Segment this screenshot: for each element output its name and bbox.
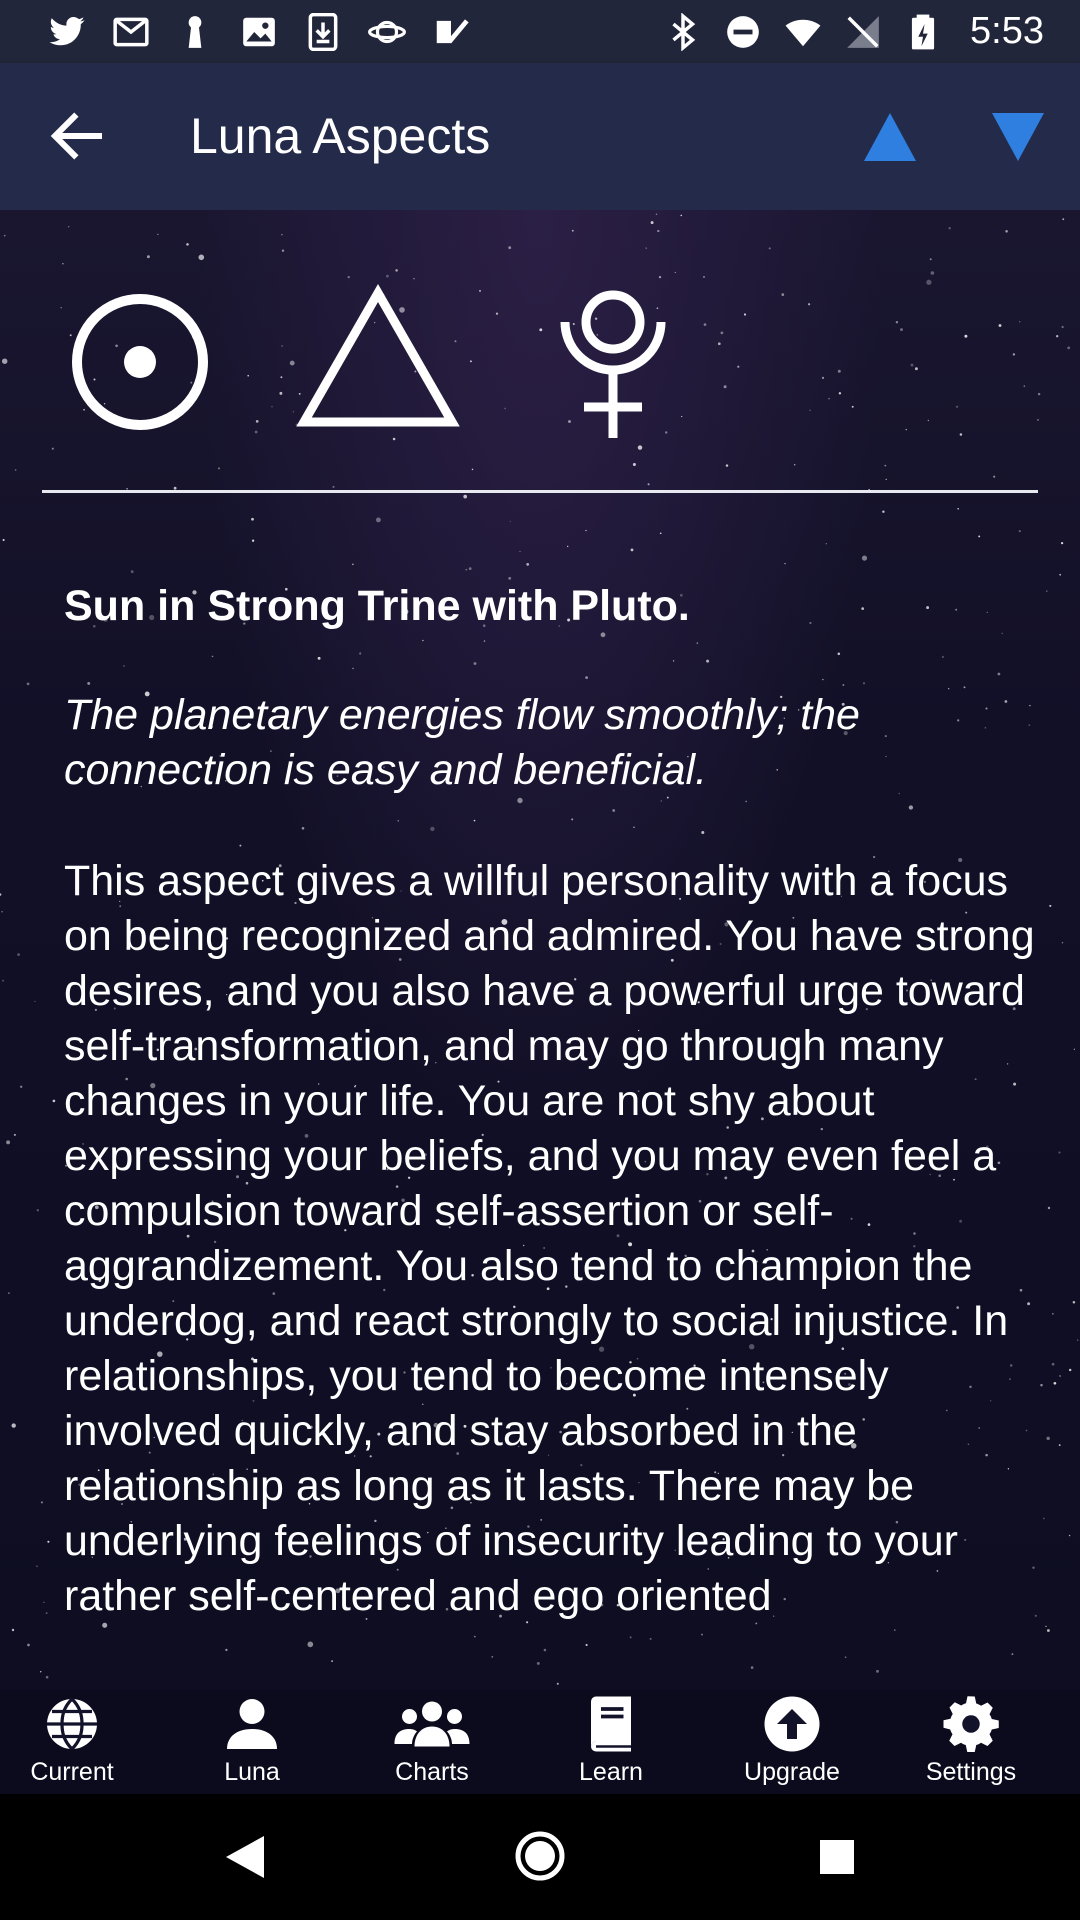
star <box>638 445 642 449</box>
star <box>1052 1363 1055 1366</box>
star <box>239 845 241 847</box>
star <box>769 247 771 249</box>
star <box>567 546 568 547</box>
star <box>8 1292 10 1294</box>
star <box>601 632 606 637</box>
keyhole-icon <box>176 13 214 51</box>
star <box>701 1634 703 1636</box>
bottom-nav <box>0 1690 1080 1794</box>
star <box>1043 1518 1045 1520</box>
twitter-icon <box>48 13 86 51</box>
star <box>1 911 2 912</box>
nav-charts-label: Charts <box>395 1758 469 1786</box>
star <box>186 243 189 246</box>
globe-icon <box>42 1694 102 1754</box>
star <box>331 1660 333 1662</box>
star <box>198 254 204 260</box>
nav-upgrade-label: Upgrade <box>744 1758 840 1786</box>
star <box>2 980 4 982</box>
star <box>359 652 361 654</box>
triangle-down-icon[interactable] <box>990 111 1046 163</box>
star <box>585 676 588 679</box>
star <box>633 463 636 466</box>
star <box>508 246 511 249</box>
star <box>862 556 867 561</box>
upload-circle-icon <box>762 1694 822 1754</box>
star <box>650 1638 652 1640</box>
star <box>281 234 282 235</box>
star <box>87 682 90 685</box>
star <box>842 684 844 686</box>
gmail-icon <box>112 13 150 51</box>
star <box>863 682 865 684</box>
checkmark-icon <box>432 13 470 51</box>
star <box>12 1629 14 1631</box>
star <box>894 1629 895 1630</box>
star <box>46 1612 48 1614</box>
star <box>751 1666 754 1669</box>
star <box>1049 905 1051 907</box>
star <box>876 1670 879 1673</box>
star <box>630 1636 632 1638</box>
nav-recents-icon[interactable] <box>818 1838 856 1876</box>
aspect-subtitle: The planetary energies flow smoothly; the connection is easy and beneficial. <box>64 691 860 794</box>
arrow-left-icon[interactable] <box>44 103 110 169</box>
star <box>302 827 305 830</box>
star <box>1059 1444 1061 1446</box>
star <box>472 469 474 471</box>
star <box>508 577 511 580</box>
star <box>1061 542 1063 544</box>
aspect-content[interactable] <box>0 210 1080 1690</box>
star <box>465 569 467 571</box>
star <box>572 230 574 232</box>
divider <box>42 490 1038 493</box>
star <box>955 609 957 611</box>
star <box>352 564 353 565</box>
star <box>1059 1375 1061 1377</box>
star <box>586 1644 588 1646</box>
star <box>1069 1369 1071 1371</box>
nav-current[interactable] <box>2 1690 142 1794</box>
star <box>648 483 650 485</box>
nav-luna[interactable] <box>182 1690 322 1794</box>
star <box>218 467 220 469</box>
battery-icon <box>904 13 942 51</box>
star <box>526 563 529 566</box>
star <box>701 831 704 834</box>
nav-home-icon[interactable] <box>514 1830 566 1882</box>
star <box>930 258 932 260</box>
star <box>794 464 795 465</box>
star <box>519 551 520 552</box>
nav-luna-label: Luna <box>224 1758 280 1786</box>
users-icon <box>394 1694 470 1754</box>
star <box>633 826 635 828</box>
pluto-glyph-icon <box>565 295 661 438</box>
star <box>474 1636 476 1638</box>
star <box>657 230 659 232</box>
star <box>745 801 747 803</box>
star <box>826 543 827 544</box>
star <box>53 1100 56 1103</box>
star <box>660 532 662 534</box>
bluetooth-icon <box>664 13 702 51</box>
star <box>726 464 728 466</box>
star <box>957 508 959 510</box>
star <box>631 548 634 551</box>
star <box>585 530 586 531</box>
star <box>6 1140 10 1144</box>
star <box>651 221 654 224</box>
star <box>886 479 887 480</box>
star <box>318 657 321 660</box>
image-icon <box>240 13 278 51</box>
star <box>537 1662 540 1665</box>
star <box>1019 530 1021 532</box>
star <box>62 263 63 264</box>
star <box>993 476 995 478</box>
star <box>123 665 124 666</box>
star <box>484 640 485 641</box>
no-signal-icon <box>844 13 882 51</box>
star <box>147 255 150 258</box>
star <box>612 809 615 812</box>
star <box>838 653 841 656</box>
star <box>430 827 434 831</box>
star <box>332 486 334 488</box>
do-not-disturb-icon <box>724 13 762 51</box>
nav-current-label: Current <box>30 1758 114 1786</box>
star <box>673 660 674 661</box>
nav-settings-label: Settings <box>925 1758 1017 1786</box>
planet-icon <box>368 13 406 51</box>
star <box>645 247 647 249</box>
star <box>882 511 884 513</box>
page-title: Luna Aspects <box>190 108 491 164</box>
star <box>40 1671 41 1672</box>
star <box>1028 724 1030 726</box>
star <box>1011 1653 1013 1655</box>
star <box>352 668 353 669</box>
star <box>1069 1535 1071 1537</box>
book-icon <box>581 1694 641 1754</box>
aspect-title: Sun in Strong Trine with Pluto. <box>64 582 690 630</box>
status-bar <box>0 0 1080 63</box>
star <box>397 820 399 822</box>
star <box>998 673 1001 676</box>
star <box>52 448 54 450</box>
star <box>41 1501 43 1503</box>
star <box>3 539 5 541</box>
star <box>1062 218 1064 220</box>
star <box>1054 1382 1057 1385</box>
star <box>884 465 886 467</box>
star <box>17 953 20 956</box>
star <box>34 1001 35 1002</box>
star <box>12 1423 16 1427</box>
star <box>20 1086 22 1088</box>
star <box>1029 705 1030 706</box>
star <box>1073 1301 1076 1304</box>
star <box>909 805 913 809</box>
star <box>1077 1339 1079 1341</box>
app-bar <box>0 63 1080 210</box>
star <box>948 227 950 229</box>
star <box>36 1565 38 1567</box>
star <box>1046 1437 1049 1440</box>
star <box>251 518 254 521</box>
star <box>680 215 682 217</box>
status-clock: 5:53 <box>970 10 1044 52</box>
star <box>15 469 17 471</box>
star <box>706 660 709 663</box>
star <box>43 1602 44 1603</box>
star <box>1058 1151 1060 1153</box>
star <box>809 622 811 624</box>
star <box>926 606 929 609</box>
star <box>1046 590 1047 591</box>
triangle-up-icon[interactable] <box>862 111 918 163</box>
star <box>942 656 944 658</box>
star <box>1062 942 1063 943</box>
star <box>422 640 424 642</box>
star <box>1045 1626 1046 1627</box>
star <box>469 567 472 570</box>
star <box>47 1541 49 1543</box>
nav-learn[interactable] <box>541 1690 681 1794</box>
star <box>307 1642 313 1648</box>
nav-charts[interactable] <box>362 1690 502 1794</box>
wifi-icon <box>784 13 822 51</box>
aspect-glyphs <box>0 270 1080 440</box>
system-nav-bar <box>0 1794 1080 1920</box>
star <box>1048 1207 1050 1209</box>
star <box>510 521 511 522</box>
star <box>656 213 658 215</box>
star <box>4 235 6 237</box>
nav-back-icon[interactable] <box>222 1834 266 1880</box>
star <box>861 607 864 610</box>
star <box>1052 1313 1054 1315</box>
star <box>0 893 1 895</box>
star <box>571 818 573 820</box>
star <box>1074 1049 1075 1050</box>
star <box>131 570 134 573</box>
star <box>225 1649 227 1651</box>
nav-upgrade[interactable] <box>722 1690 862 1794</box>
gear-icon <box>941 1694 1001 1754</box>
star <box>212 656 214 658</box>
star <box>845 1656 847 1658</box>
star <box>697 642 699 644</box>
star <box>376 518 381 523</box>
star <box>491 1656 493 1658</box>
star <box>1040 1384 1043 1387</box>
star <box>68 226 69 227</box>
star <box>474 662 477 665</box>
star <box>157 234 158 235</box>
star <box>463 495 467 499</box>
nav-settings[interactable] <box>901 1690 1041 1794</box>
star <box>557 1683 559 1685</box>
star <box>27 1644 30 1647</box>
star <box>987 612 988 613</box>
star <box>1047 1629 1050 1632</box>
star <box>544 1649 547 1652</box>
trine-glyph-icon <box>304 293 452 422</box>
star <box>1059 574 1061 576</box>
star <box>46 1676 49 1679</box>
star <box>282 250 284 252</box>
star <box>27 683 30 686</box>
nav-learn-label: Learn <box>579 1758 643 1786</box>
download-icon <box>304 13 342 51</box>
aspect-description: This aspect gives a willful personality with a focus on being recognized and admired. You have strong desires, and you also have a powerful urge toward self-transformation, and may go through many changes in your life. You are not shy about expressing your beliefs, and you may even feel a compulsion toward self-assertion or self-aggrandizement. You also tend to champion the underdog, and react strongly to social injustice. In relationships, you tend to become intensely involved quickly, and stay absorbed in the relationship as long as it lasts. There may be underlying feelings of insecurity leading to your rather self-centered and ego oriented <box>64 857 1035 1620</box>
user-icon <box>222 1694 282 1754</box>
star <box>978 535 980 537</box>
star <box>474 820 476 822</box>
star <box>14 1134 16 1136</box>
star <box>1005 230 1008 233</box>
star <box>252 540 254 542</box>
star <box>37 1209 39 1211</box>
star <box>784 563 785 564</box>
star <box>822 679 823 680</box>
star <box>517 798 522 803</box>
sun-glyph-icon <box>77 299 203 425</box>
star <box>661 800 662 801</box>
star <box>1001 633 1003 635</box>
